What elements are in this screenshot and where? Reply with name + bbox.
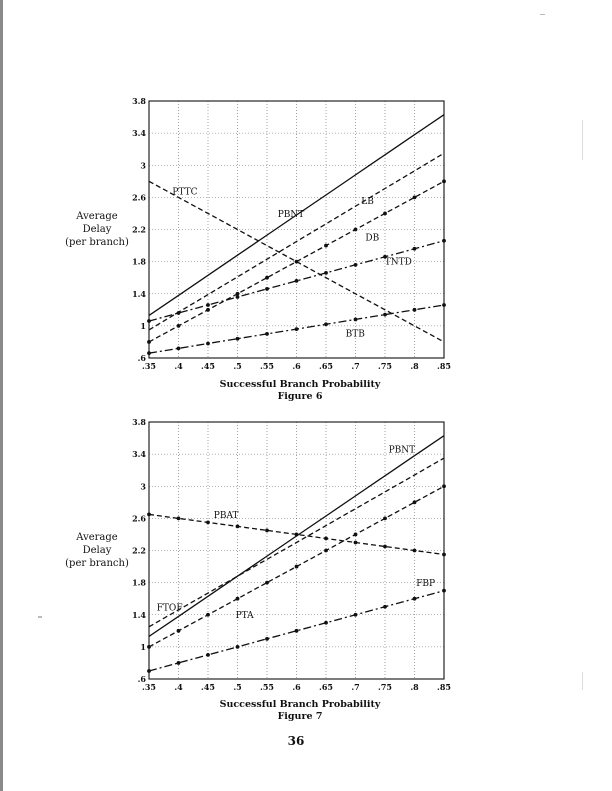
- y-tick-label: 1.8: [132, 256, 146, 267]
- figure-6-plot: [0, 92, 612, 412]
- y-tick-label: 2.6: [132, 513, 146, 524]
- x-tick-label: .65: [319, 682, 333, 692]
- figure-caption: Figure 6: [277, 391, 323, 402]
- data-point-pta: [442, 484, 446, 488]
- x-tick-label: .7: [351, 361, 360, 371]
- series-label-ftof: FTOF: [156, 603, 183, 614]
- y-tick-label: 2.6: [132, 192, 146, 203]
- x-tick-label: .5: [233, 682, 242, 692]
- y-tick-label: 1.4: [132, 288, 146, 299]
- x-axis-label: [150, 699, 450, 723]
- page-number: 36: [287, 734, 305, 748]
- x-tick-label: .75: [378, 682, 392, 692]
- y-tick-label: 3.4: [132, 128, 146, 139]
- data-point-pta: [413, 500, 417, 504]
- x-tick-label: .5: [233, 361, 242, 371]
- data-point-pbat: [295, 533, 299, 537]
- data-point-fbp: [383, 605, 387, 609]
- data-point-db: [265, 276, 269, 280]
- x-tick-label: .75: [378, 361, 392, 371]
- series-label-tntd: TNTD: [384, 257, 412, 268]
- series-line-ftof: [149, 458, 444, 627]
- y-axis-label-line: Average: [76, 211, 118, 222]
- x-tick-label: .6: [292, 682, 301, 692]
- series-label-pbat: PBAT: [213, 510, 239, 521]
- series-label-pbnt: PBNT: [277, 210, 305, 221]
- figure-7-plot: [0, 413, 612, 733]
- y-tick-label: 1.8: [132, 577, 146, 588]
- data-point-pbat: [265, 529, 269, 533]
- y-tick-label: 3.4: [132, 449, 146, 460]
- y-tick-label: 3.8: [132, 96, 146, 106]
- data-point-db: [354, 228, 358, 232]
- series-label-db: DB: [365, 233, 380, 244]
- x-tick-label: .55: [260, 361, 274, 371]
- data-point-db: [177, 324, 181, 328]
- data-point-pbat: [442, 553, 446, 557]
- y-tick-label: 1: [140, 320, 146, 331]
- x-axis-title: Successful Branch Probability: [219, 379, 381, 390]
- data-point-pta: [177, 629, 181, 633]
- y-tick-label: 3: [140, 481, 146, 492]
- y-axis-label-line: Delay: [82, 224, 112, 235]
- data-point-btb: [354, 318, 358, 322]
- data-point-pbat: [354, 541, 358, 545]
- data-point-pbat: [413, 549, 417, 553]
- data-point-pta: [236, 597, 240, 601]
- data-point-pbat: [236, 525, 240, 529]
- data-point-btb: [265, 332, 269, 336]
- series-label-fbp: FBP: [416, 578, 436, 589]
- series-label-lb: LB: [361, 197, 374, 208]
- data-point-tntd: [442, 239, 446, 243]
- data-point-tntd: [265, 287, 269, 291]
- data-point-fbp: [324, 621, 328, 625]
- data-point-db: [383, 212, 387, 216]
- data-point-btb: [177, 346, 181, 350]
- data-point-fbp: [236, 645, 240, 649]
- x-tick-label: .8: [410, 682, 419, 692]
- y-tick-label: 3.8: [132, 417, 146, 427]
- x-tick-label: .85: [437, 361, 451, 371]
- figure-7-chart: [0, 413, 612, 733]
- series-label-pta: PTA: [235, 610, 254, 621]
- data-point-pta: [265, 581, 269, 585]
- data-point-fbp: [295, 629, 299, 633]
- data-point-pta: [206, 613, 210, 617]
- data-point-fbp: [206, 653, 210, 657]
- x-tick-label: .85: [437, 682, 451, 692]
- data-point-btb: [147, 351, 151, 355]
- data-point-pbat: [177, 516, 181, 520]
- x-tick-label: .65: [319, 361, 333, 371]
- x-axis-title: Successful Branch Probability: [219, 699, 381, 710]
- data-point-tntd: [206, 303, 210, 307]
- y-axis-label-line: Average: [76, 532, 118, 543]
- data-point-pta: [295, 565, 299, 569]
- data-point-btb: [383, 313, 387, 317]
- figure-caption: Figure 7: [277, 711, 323, 722]
- data-point-btb: [206, 342, 210, 346]
- data-point-db: [413, 195, 417, 199]
- data-point-tntd: [295, 279, 299, 283]
- data-point-fbp: [177, 661, 181, 665]
- data-point-db: [206, 308, 210, 312]
- data-point-fbp: [147, 669, 151, 673]
- y-tick-label: .6: [137, 674, 146, 684]
- series-label-pttc: PTTC: [172, 187, 198, 198]
- data-point-pta: [324, 549, 328, 553]
- data-point-tntd: [413, 247, 417, 251]
- data-point-btb: [236, 337, 240, 341]
- x-tick-label: .4: [174, 361, 183, 371]
- data-point-tntd: [324, 271, 328, 275]
- x-tick-label: .6: [292, 361, 301, 371]
- x-axis-label: [150, 379, 450, 403]
- series-label-pbnt: PBNT: [388, 445, 416, 456]
- y-tick-label: 1: [140, 641, 146, 652]
- y-axis-label-line: (per branch): [65, 558, 129, 569]
- data-point-pta: [147, 645, 151, 649]
- x-tick-label: .8: [410, 361, 419, 371]
- data-point-tntd: [236, 295, 240, 299]
- data-point-btb: [324, 322, 328, 326]
- y-tick-label: 2.2: [132, 224, 146, 235]
- data-point-btb: [442, 303, 446, 307]
- x-tick-label: .4: [174, 682, 183, 692]
- data-point-pta: [383, 516, 387, 520]
- data-point-pbat: [206, 520, 210, 524]
- x-tick-label: .45: [201, 682, 215, 692]
- series-label-btb: BTB: [345, 329, 365, 340]
- y-tick-label: .6: [137, 353, 146, 363]
- data-point-pta: [354, 533, 358, 537]
- x-tick-label: .7: [351, 682, 360, 692]
- data-point-fbp: [265, 637, 269, 641]
- data-point-btb: [413, 308, 417, 312]
- data-point-db: [147, 340, 151, 344]
- data-point-pbat: [383, 545, 387, 549]
- data-point-tntd: [177, 311, 181, 315]
- figure-6-chart: [0, 92, 612, 412]
- y-tick-label: 2.2: [132, 545, 146, 556]
- data-point-tntd: [354, 263, 358, 267]
- x-tick-label: .55: [260, 682, 274, 692]
- scan-speck: [540, 14, 545, 15]
- data-point-tntd: [147, 319, 151, 323]
- data-point-pbat: [147, 512, 151, 516]
- data-point-fbp: [442, 589, 446, 593]
- x-tick-label: .35: [142, 682, 156, 692]
- data-point-fbp: [354, 613, 358, 617]
- y-tick-label: 3: [140, 160, 146, 171]
- data-point-pbat: [324, 537, 328, 541]
- y-tick-label: 1.4: [132, 609, 146, 620]
- data-point-btb: [295, 327, 299, 331]
- data-point-db: [324, 244, 328, 248]
- y-axis-label-line: Delay: [82, 545, 112, 556]
- data-point-db: [442, 179, 446, 183]
- x-tick-label: .35: [142, 361, 156, 371]
- data-point-fbp: [413, 597, 417, 601]
- y-axis-label-line: (per branch): [65, 237, 129, 248]
- x-tick-label: .45: [201, 361, 215, 371]
